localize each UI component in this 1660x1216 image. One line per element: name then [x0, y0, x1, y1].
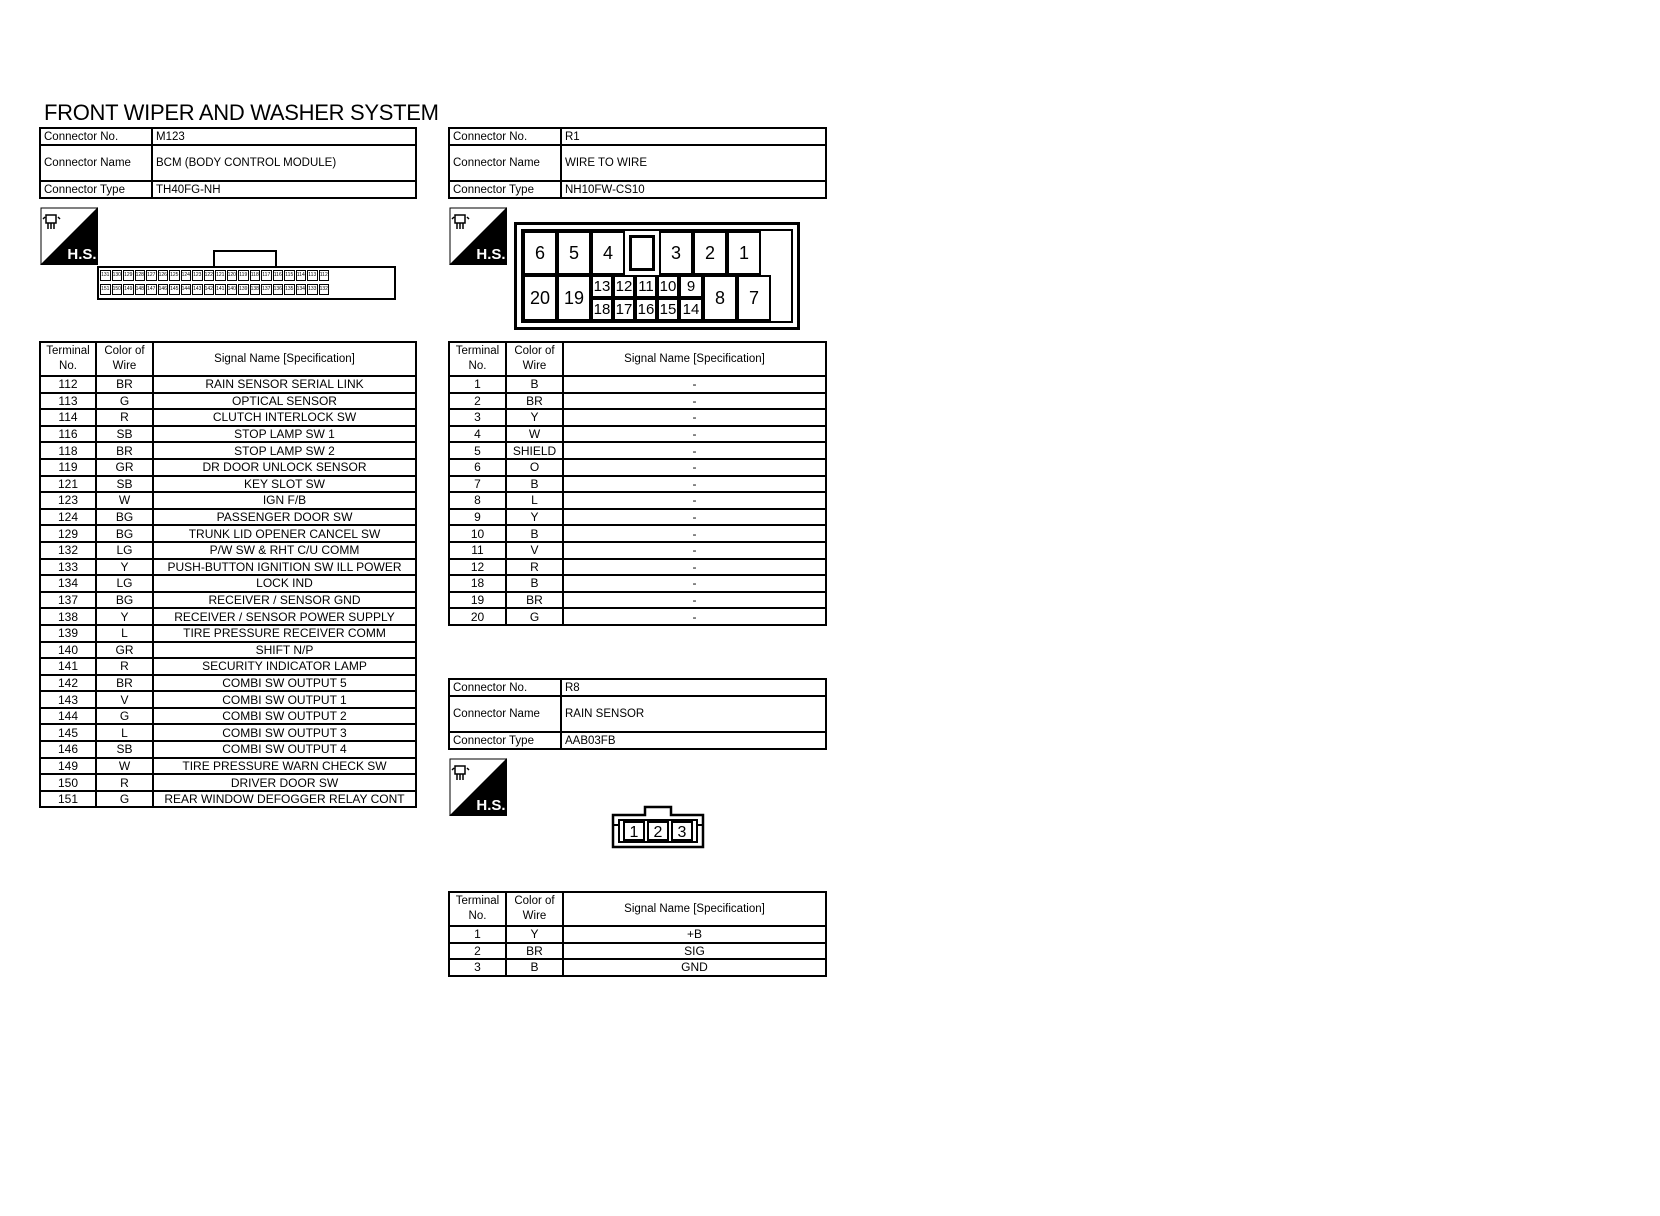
- signal-name: -: [563, 426, 826, 443]
- signal-name: STOP LAMP SW 2: [153, 442, 416, 459]
- harness-side-icon: [40, 207, 98, 265]
- r1-connector-diagram: [514, 222, 800, 330]
- signal-name: -: [563, 525, 826, 542]
- connector-pin: 151: [100, 284, 111, 295]
- connector-info-r1: [448, 127, 827, 199]
- table-row: [449, 559, 826, 576]
- table-row: [449, 376, 826, 393]
- wire-color: BR: [506, 592, 563, 609]
- wire-color: R: [506, 559, 563, 576]
- wire-color: Y: [96, 559, 153, 576]
- terminal-no: 121: [40, 476, 96, 493]
- table-row: [40, 774, 416, 791]
- terminal-no: 134: [40, 575, 96, 592]
- table-row: [40, 476, 416, 493]
- signal-name: -: [563, 542, 826, 559]
- pin-row-bottom: [100, 284, 329, 295]
- signal-name: SECURITY INDICATOR LAMP: [153, 658, 416, 675]
- wire-color: B: [506, 476, 563, 493]
- connector-type-label: Connector Type: [449, 181, 561, 198]
- connector-pin: 144: [181, 284, 192, 295]
- terminal-no: 18: [449, 575, 506, 592]
- r8-connector-diagram: [611, 805, 705, 849]
- table-row: [449, 926, 826, 943]
- signal-name: +B: [563, 926, 826, 943]
- terminal-no: 11: [449, 542, 506, 559]
- signal-name: TRUNK LID OPENER CANCEL SW: [153, 525, 416, 542]
- terminal-no: 143: [40, 691, 96, 708]
- table-row: [449, 592, 826, 609]
- connector-pin: 118: [250, 270, 261, 281]
- wire-color: BR: [96, 675, 153, 692]
- connector-pin: 113: [307, 270, 318, 281]
- connector-pin: 131: [100, 270, 111, 281]
- signal-name: RAIN SENSOR SERIAL LINK: [153, 376, 416, 393]
- wire-color: Y: [506, 926, 563, 943]
- wire-color: L: [506, 492, 563, 509]
- wire-color: B: [506, 959, 563, 976]
- connector-pin: 14: [679, 298, 703, 321]
- connector-no-label: Connector No.: [449, 679, 561, 696]
- wire-color: V: [96, 691, 153, 708]
- table-row: [40, 758, 416, 775]
- hs-label: H.S.: [476, 797, 506, 814]
- terminal-no: 149: [40, 758, 96, 775]
- col-terminal-header: Terminal No.: [449, 342, 506, 376]
- signal-name: -: [563, 509, 826, 526]
- table-row: [40, 525, 416, 542]
- page-title: FRONT WIPER AND WASHER SYSTEM: [44, 100, 439, 125]
- table-row: [449, 476, 826, 493]
- connector-pin: 140: [227, 284, 238, 295]
- signal-name: -: [563, 376, 826, 393]
- terminal-no: 1: [449, 926, 506, 943]
- connector-no-value: M123: [152, 128, 416, 145]
- wire-color: G: [506, 608, 563, 625]
- wire-color: W: [96, 492, 153, 509]
- table-row: [40, 675, 416, 692]
- table-row: [40, 509, 416, 526]
- connector-pin: 120: [227, 270, 238, 281]
- signal-name: IGN F/B: [153, 492, 416, 509]
- connector-no-value: R1: [561, 128, 826, 145]
- signal-table-m123: [39, 341, 417, 808]
- terminal-no: 146: [40, 741, 96, 758]
- bcm-connector-diagram: [97, 250, 396, 300]
- wire-color: SHIELD: [506, 442, 563, 459]
- connector-pin: 1: [727, 231, 761, 275]
- wire-color: SB: [96, 426, 153, 443]
- wire-color: BR: [506, 393, 563, 410]
- col-color-header: Color of Wire: [96, 342, 153, 376]
- connector-pin: 112: [319, 270, 330, 281]
- signal-name: COMBI SW OUTPUT 5: [153, 675, 416, 692]
- terminal-no: 10: [449, 525, 506, 542]
- table-row: [40, 393, 416, 410]
- wire-color: B: [506, 376, 563, 393]
- connector-key: [629, 235, 655, 271]
- signal-name: -: [563, 608, 826, 625]
- connector-no-label: Connector No.: [449, 128, 561, 145]
- terminal-no: 114: [40, 409, 96, 426]
- signal-name: TIRE PRESSURE RECEIVER COMM: [153, 625, 416, 642]
- connector-name-value: BCM (BODY CONTROL MODULE): [152, 145, 416, 181]
- col-signal-header: Signal Name [Specification]: [153, 342, 416, 376]
- connector-pin: 133: [307, 284, 318, 295]
- connector-name-label: Connector Name: [40, 145, 152, 181]
- table-row: [449, 442, 826, 459]
- connector-pin: 149: [123, 284, 134, 295]
- connector-pin: 122: [204, 270, 215, 281]
- connector-pin: 126: [158, 270, 169, 281]
- connector-pin: 142: [204, 284, 215, 295]
- connector-pin: 3: [659, 231, 693, 275]
- table-row: [40, 492, 416, 509]
- terminal-no: 151: [40, 791, 96, 808]
- wire-color: W: [506, 426, 563, 443]
- connector-info-m123: [39, 127, 417, 199]
- table-row: [40, 592, 416, 609]
- signal-name: DR DOOR UNLOCK SENSOR: [153, 459, 416, 476]
- col-terminal-header: Terminal No.: [449, 892, 506, 926]
- signal-name: -: [563, 442, 826, 459]
- hs-label: H.S.: [67, 246, 97, 263]
- signal-name: COMBI SW OUTPUT 2: [153, 708, 416, 725]
- connector-pin: 146: [158, 284, 169, 295]
- table-row: [449, 943, 826, 960]
- table-row: [40, 791, 416, 808]
- connector-body: [521, 229, 793, 323]
- wire-color: R: [96, 774, 153, 791]
- signal-name: CLUTCH INTERLOCK SW: [153, 409, 416, 426]
- connector-pin: 116: [273, 270, 284, 281]
- harness-side-icon: [449, 758, 507, 816]
- signal-name: P/W SW & RHT C/U COMM: [153, 542, 416, 559]
- wire-color: BR: [96, 376, 153, 393]
- table-row: [40, 426, 416, 443]
- signal-table-r8: [448, 891, 827, 977]
- connector-pin: 135: [284, 284, 295, 295]
- terminal-no: 3: [449, 959, 506, 976]
- signal-name: STOP LAMP SW 1: [153, 426, 416, 443]
- terminal-no: 5: [449, 442, 506, 459]
- connector-pin: 12: [613, 275, 635, 298]
- table-row: [449, 393, 826, 410]
- connector-name-label: Connector Name: [449, 696, 561, 732]
- signal-name: GND: [563, 959, 826, 976]
- signal-name: COMBI SW OUTPUT 3: [153, 724, 416, 741]
- connector-type-label: Connector Type: [40, 181, 152, 198]
- connector-pin: 150: [112, 284, 123, 295]
- terminal-no: 144: [40, 708, 96, 725]
- connector-pin: 9: [679, 275, 703, 298]
- connector-pin: 17: [613, 298, 635, 321]
- connector-pin: 20: [523, 275, 557, 321]
- connector-info-r8: [448, 678, 827, 750]
- hs-label: H.S.: [476, 246, 506, 263]
- connector-pin: 121: [215, 270, 226, 281]
- connector-pin: 5: [557, 231, 591, 275]
- table-row: [449, 509, 826, 526]
- signal-name: COMBI SW OUTPUT 4: [153, 741, 416, 758]
- table-row: [449, 542, 826, 559]
- terminal-no: 138: [40, 608, 96, 625]
- table-row: [40, 376, 416, 393]
- table-row: [40, 642, 416, 659]
- harness-side-icon: [449, 207, 507, 265]
- connector-pin: 1: [629, 824, 639, 841]
- signal-name: -: [563, 575, 826, 592]
- wire-color: Y: [506, 509, 563, 526]
- wire-color: B: [506, 575, 563, 592]
- connector-pin: 148: [135, 284, 146, 295]
- signal-name: -: [563, 459, 826, 476]
- connector-name-value: WIRE TO WIRE: [561, 145, 826, 181]
- terminal-no: 1: [449, 376, 506, 393]
- connector-pin: 132: [319, 284, 330, 295]
- wire-color: B: [506, 525, 563, 542]
- terminal-no: 20: [449, 608, 506, 625]
- signal-name: -: [563, 492, 826, 509]
- connector-pin: 147: [146, 284, 157, 295]
- connector-pin: 136: [273, 284, 284, 295]
- wire-color: Y: [506, 409, 563, 426]
- table-row: [449, 459, 826, 476]
- terminal-no: 123: [40, 492, 96, 509]
- signal-name: LOCK IND: [153, 575, 416, 592]
- connector-pin: 115: [284, 270, 295, 281]
- connector-no-value: R8: [561, 679, 826, 696]
- connector-pin: 19: [557, 275, 591, 321]
- connector-pin: 124: [181, 270, 192, 281]
- table-row: [40, 708, 416, 725]
- terminal-no: 142: [40, 675, 96, 692]
- table-row: [40, 542, 416, 559]
- connector-pin: 123: [192, 270, 203, 281]
- terminal-no: 8: [449, 492, 506, 509]
- signal-name: PASSENGER DOOR SW: [153, 509, 416, 526]
- signal-name: COMBI SW OUTPUT 1: [153, 691, 416, 708]
- terminal-no: 124: [40, 509, 96, 526]
- terminal-no: 116: [40, 426, 96, 443]
- connector-pin: 18: [591, 298, 613, 321]
- connector-pin: 7: [737, 275, 771, 321]
- signal-name: SHIFT N/P: [153, 642, 416, 659]
- connector-pin: 134: [296, 284, 307, 295]
- connector-pin: 125: [169, 270, 180, 281]
- connector-pin: 2: [653, 824, 663, 841]
- connector-name-label: Connector Name: [449, 145, 561, 181]
- connector-pin: 4: [591, 231, 625, 275]
- wire-color: BG: [96, 592, 153, 609]
- signal-name: KEY SLOT SW: [153, 476, 416, 493]
- connector-pin: 11: [635, 275, 657, 298]
- table-row: [40, 559, 416, 576]
- table-row: [40, 724, 416, 741]
- table-row: [40, 409, 416, 426]
- connector-pin: 128: [135, 270, 146, 281]
- connector-pin: 129: [123, 270, 134, 281]
- table-row: [449, 608, 826, 625]
- connector-pin: 13: [591, 275, 613, 298]
- connector-pin: 138: [250, 284, 261, 295]
- signal-name: REAR WINDOW DEFOGGER RELAY CONT: [153, 791, 416, 808]
- wire-color: BG: [96, 509, 153, 526]
- table-row: [449, 409, 826, 426]
- wire-color: SB: [96, 476, 153, 493]
- table-row: [40, 691, 416, 708]
- table-row: [40, 575, 416, 592]
- terminal-no: 3: [449, 409, 506, 426]
- wire-color: L: [96, 724, 153, 741]
- connector-pin: 114: [296, 270, 307, 281]
- table-row: [40, 658, 416, 675]
- terminal-no: 7: [449, 476, 506, 493]
- connector-pin: 119: [238, 270, 249, 281]
- terminal-no: 139: [40, 625, 96, 642]
- connector-no-label: Connector No.: [40, 128, 152, 145]
- terminal-no: 112: [40, 376, 96, 393]
- terminal-no: 2: [449, 943, 506, 960]
- col-terminal-header: Terminal No.: [40, 342, 96, 376]
- connector-pin: 145: [169, 284, 180, 295]
- wire-color: G: [96, 791, 153, 808]
- signal-name: -: [563, 409, 826, 426]
- table-row: [449, 525, 826, 542]
- signal-name: OPTICAL SENSOR: [153, 393, 416, 410]
- signal-name: -: [563, 393, 826, 410]
- table-row: [40, 608, 416, 625]
- wire-color: LG: [96, 542, 153, 559]
- terminal-no: 19: [449, 592, 506, 609]
- wire-color: R: [96, 409, 153, 426]
- terminal-no: 9: [449, 509, 506, 526]
- terminal-no: 141: [40, 658, 96, 675]
- connector-type-value: NH10FW-CS10: [561, 181, 826, 198]
- table-row: [40, 442, 416, 459]
- connector-pin: 6: [523, 231, 557, 275]
- terminal-no: 145: [40, 724, 96, 741]
- col-color-header: Color of Wire: [506, 892, 563, 926]
- terminal-no: 140: [40, 642, 96, 659]
- connector-pin: 130: [112, 270, 123, 281]
- connector-type-label: Connector Type: [449, 732, 561, 749]
- terminal-no: 129: [40, 525, 96, 542]
- wire-color: GR: [96, 459, 153, 476]
- connector-type-value: TH40FG-NH: [152, 181, 416, 198]
- connector-pin: 2: [693, 231, 727, 275]
- terminal-no: 118: [40, 442, 96, 459]
- wire-color: R: [96, 658, 153, 675]
- terminal-no: 6: [449, 459, 506, 476]
- connector-pin: 127: [146, 270, 157, 281]
- table-row: [449, 575, 826, 592]
- terminal-no: 2: [449, 393, 506, 410]
- connector-pin: 139: [238, 284, 249, 295]
- wire-color: SB: [96, 741, 153, 758]
- table-row: [40, 459, 416, 476]
- terminal-no: 132: [40, 542, 96, 559]
- table-row: [449, 492, 826, 509]
- connector-pin: 143: [192, 284, 203, 295]
- table-row: [40, 625, 416, 642]
- connector-pin: 3: [677, 824, 687, 841]
- table-row: [449, 959, 826, 976]
- wire-color: BR: [506, 943, 563, 960]
- signal-name: DRIVER DOOR SW: [153, 774, 416, 791]
- col-signal-header: Signal Name [Specification]: [563, 892, 826, 926]
- signal-name: -: [563, 476, 826, 493]
- terminal-no: 150: [40, 774, 96, 791]
- signal-name: RECEIVER / SENSOR GND: [153, 592, 416, 609]
- connector-pin: 141: [215, 284, 226, 295]
- wire-color: G: [96, 708, 153, 725]
- table-row: [449, 426, 826, 443]
- pin-row-top: [100, 270, 329, 281]
- connector-pin: 117: [261, 270, 272, 281]
- wire-color: Y: [96, 608, 153, 625]
- connector-pin: 137: [261, 284, 272, 295]
- terminal-no: 113: [40, 393, 96, 410]
- wire-color: L: [96, 625, 153, 642]
- connector-pin: 16: [635, 298, 657, 321]
- terminal-no: 119: [40, 459, 96, 476]
- terminal-no: 133: [40, 559, 96, 576]
- signal-table-r1: [448, 341, 827, 626]
- wire-color: W: [96, 758, 153, 775]
- connector-pin: 10: [657, 275, 679, 298]
- connector-pin: 8: [703, 275, 737, 321]
- col-color-header: Color of Wire: [506, 342, 563, 376]
- connector-type-value: AAB03FB: [561, 732, 826, 749]
- wire-color: GR: [96, 642, 153, 659]
- signal-name: RECEIVER / SENSOR POWER SUPPLY: [153, 608, 416, 625]
- signal-name: SIG: [563, 943, 826, 960]
- connector-name-value: RAIN SENSOR: [561, 696, 826, 732]
- wire-color: V: [506, 542, 563, 559]
- connector-pin: 15: [657, 298, 679, 321]
- signal-name: TIRE PRESSURE WARN CHECK SW: [153, 758, 416, 775]
- signal-name: PUSH-BUTTON IGNITION SW ILL POWER: [153, 559, 416, 576]
- wire-color: O: [506, 459, 563, 476]
- terminal-no: 4: [449, 426, 506, 443]
- wire-color: BG: [96, 525, 153, 542]
- wire-color: LG: [96, 575, 153, 592]
- terminal-no: 12: [449, 559, 506, 576]
- wire-color: BR: [96, 442, 153, 459]
- terminal-no: 137: [40, 592, 96, 609]
- signal-name: -: [563, 592, 826, 609]
- signal-name: -: [563, 559, 826, 576]
- wire-color: G: [96, 393, 153, 410]
- table-row: [40, 741, 416, 758]
- col-signal-header: Signal Name [Specification]: [563, 342, 826, 376]
